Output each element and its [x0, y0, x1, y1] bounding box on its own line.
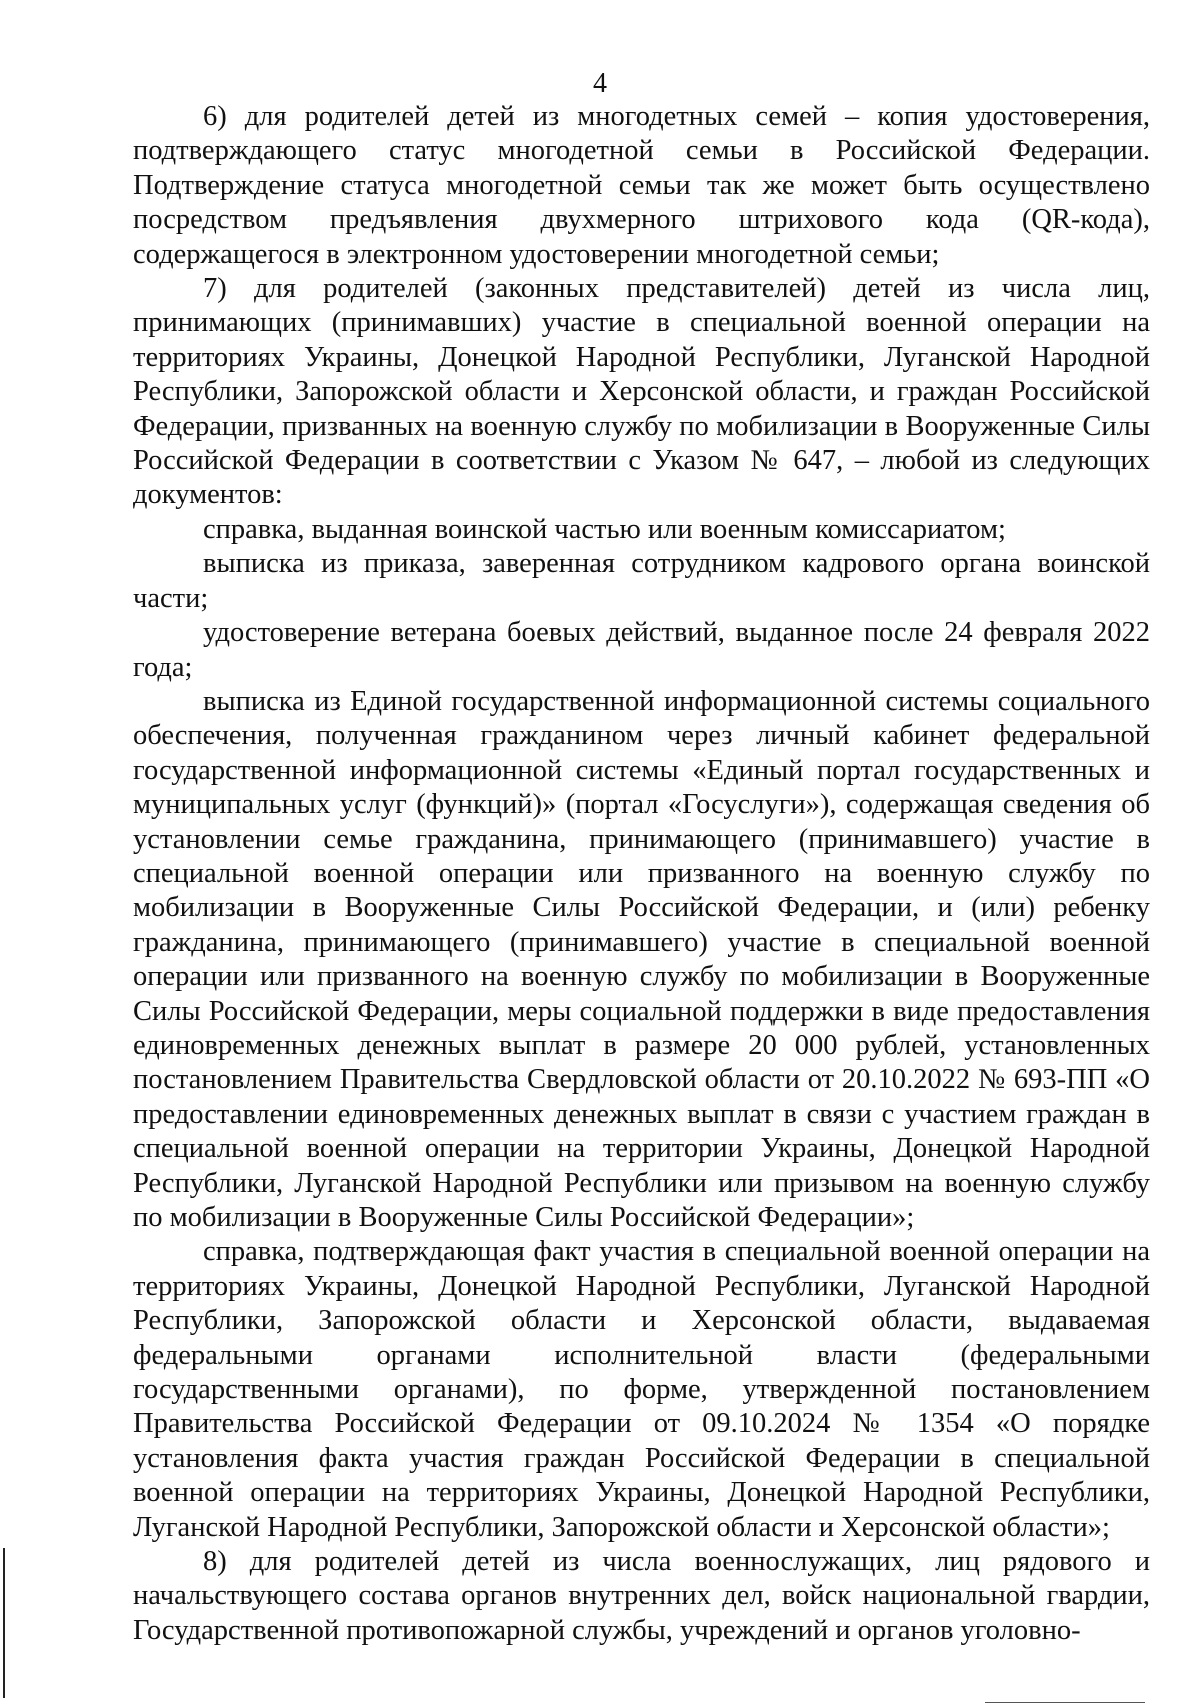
paragraph-military-certificate: справка, выданная воинской частью или военным комиссариатом; [203, 513, 1006, 545]
paragraph-order-extract: выписка из приказа, заверенная сотрудником кадрового органа воинской части; [133, 548, 1150, 614]
paragraph-item-8: 8) для родителей детей из числа военнослужащих, лиц рядового и начальствующего состава органов внутренних дел, войск национальной гвардии, Государственной противопожарной службы, учреждений и органов уголовно- [133, 1546, 1150, 1646]
paragraph-item-7: 7) для родителей (законных представителей) детей из числа лиц, принимающих (принимавших) участие в специальной военной операции на территориях Украины, Донецкой Народной Республики, Луганской Народной Республики, Запорожской области и Херсонской области, и граждан Российской Федерации, призванных на военную службу по мобилизации в Вооруженные Силы Российской Федерации в соответствии с Указом № 647, – любой из следующих документов: [133, 273, 1150, 511]
paragraph-veteran-certificate: удостоверение ветерана боевых действий, выданное после 24 февраля 2022 года; [133, 617, 1150, 683]
document-body [133, 100, 1150, 1648]
paragraph-egisso-extract: выписка из Единой государственной информационной системы социального обеспечения, полученная гражданином через личный кабинет федеральной государственной информационной системы «Единый портал государственных и муниципальных услуг (функций)» (портал «Госуслуги»), содержащая сведения об установлении семье гражданина, принимающего (принимавшего) участие в специальной военной операции или призванного на военную службу по мобилизации в Вооруженные Силы Российской Федерации, и (или) ребенку гражданина, принимающего (принимавшего) участие в специальной военной операции или призванного на военную службу по мобилизации в Вооруженные Силы Российской Федерации, меры социальной поддержки в виде предоставления единовременных денежных выплат в размере 20 000 рублей, установленных постановлением Правительства Свердловской области от 20.10.2022 № 693-ПП «О предоставлении единовременных денежных выплат в связи с участием граждан в специальной военной операции на территории Украины, Донецкой Народной Республики, Луганской Народной Республики или призывом на военную службу по мобилизации в Вооруженные Силы Российской Федерации»; [133, 685, 1150, 1233]
paragraph-item-6: 6) для родителей детей из многодетных семей – копия удостоверения, подтверждающего статус многодетной семьи в Российской Федерации. Подтверждение статуса многодетной семьи так же может быть осуществлено посредством предъявления двухмерного штрихового кода (QR-кода), содержащегося в электронном удостоверении многодетной семьи; [133, 101, 1150, 270]
paragraph-participation-certificate: справка, подтверждающая факт участия в специальной военной операции на территориях Украины, Донецкой Народной Республики, Луганской Народной Республики, Запорожской области и Херсонской области, выдаваемая федеральными органами исполнительной власти (федеральными государственными органами), по форме, утвержденной постановлением Правительства Российской Федерации от 09.10.2024 № 1354 «О порядке установления факта участия граждан Российской Федерации в специальной военной операции на территориях Украины, Донецкой Народной Республики, Луганской Народной Республики, Запорожской области и Херсонской области»; [133, 1236, 1150, 1543]
scan-edge-line [3, 1548, 5, 1698]
footer-rule [985, 1702, 1145, 1703]
page-number: 4 [593, 68, 607, 99]
